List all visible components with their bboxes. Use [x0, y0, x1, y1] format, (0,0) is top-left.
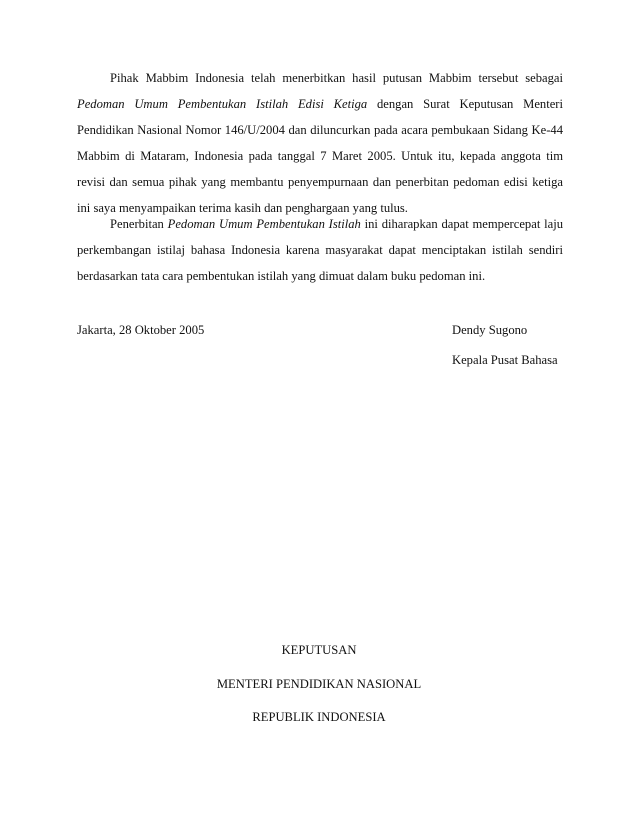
book-title-italic: Pedoman Umum Pembentukan Istilah — [167, 217, 361, 231]
paragraph-publication — [77, 65, 563, 221]
paragraph-hope — [77, 211, 563, 289]
paragraph-text: Pihak Mabbim Indonesia telah menerbitkan hasil putusan Mabbim tersebut sebagai — [110, 71, 563, 85]
signatory-title: Kepala Pusat Bahasa — [452, 353, 558, 367]
republic-heading: REPUBLIK INDONESIA — [252, 710, 386, 724]
paragraph-text: dengan Surat Keputusan Menteri Pendidikan Nasional Nomor 146/U/2004 dan diluncurkan pada acara pembukaan Sidang Ke-44 Mabbim di Mataram, Indonesia pada tanggal 7 Maret 2005. Untuk itu, kepada anggota tim revisi dan semua pihak yang membantu penyempurnaan dan penerbitan pedoman edisi ketiga ini saya menyampaikan terima kasih dan penghargaan yang tulus. — [77, 97, 563, 215]
place-date: Jakarta, 28 Oktober 2005 — [77, 323, 205, 337]
signatory-name: Dendy Sugono — [452, 323, 528, 337]
book-title-italic: Pedoman Umum Pembentukan Istilah Edisi Ketiga — [77, 97, 368, 111]
decree-heading: KEPUTUSAN — [281, 643, 357, 657]
paragraph-text: ini diharapkan dapat mempercepat laju perkembangan istilaj bahasa Indonesia karena masyarakat dapat menciptakan istilah sendiri berdasarkan tata cara pembentukan istilah yang dimuat dalam buku pedoman ini. — [77, 217, 563, 283]
minister-heading: MENTERI PENDIDIKAN NASIONAL — [216, 677, 422, 691]
paragraph-text: Penerbitan — [110, 217, 168, 231]
